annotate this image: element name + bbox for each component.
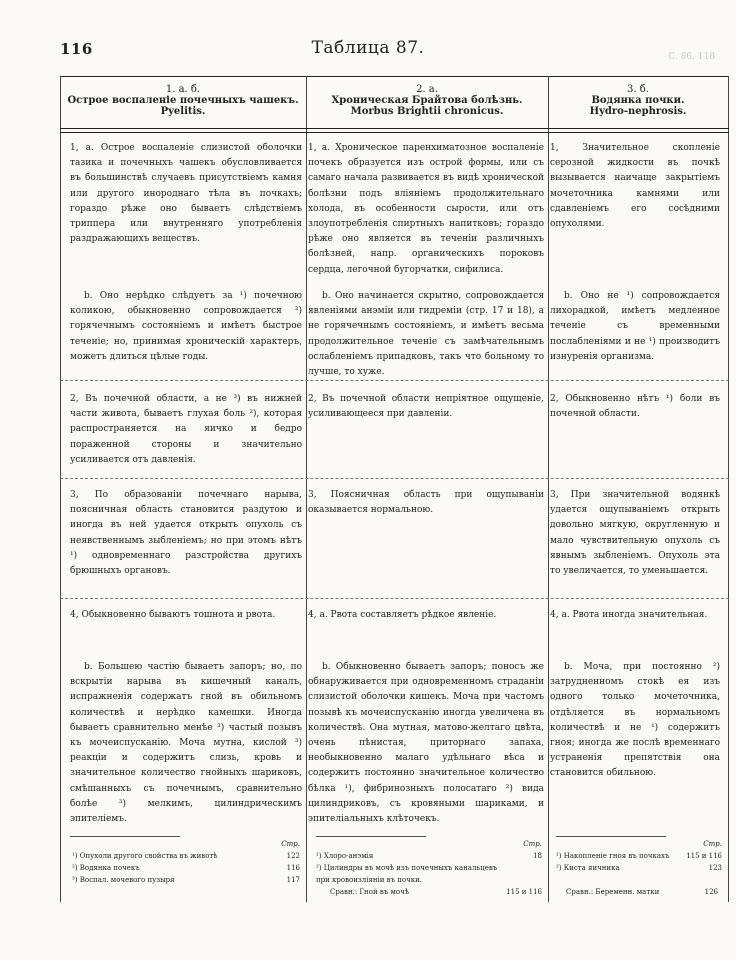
section-rule bbox=[60, 380, 729, 381]
footnote-text: ²) Киста яичника bbox=[556, 864, 620, 872]
column-latin: Morbus Brightii chronicus. bbox=[350, 106, 504, 117]
header-rule bbox=[60, 128, 729, 129]
cell-hydronephrosis: 3, При значительной водянкѣ удается ощупываніемъ открыть довольно мягкую, округленную и мало чувствительную опухоль съ явнымъ зыбленіемъ. Опухоль эта то увеличается, то уменьшается. bbox=[550, 490, 720, 577]
footnote-item bbox=[556, 862, 722, 874]
cell-pyelitis: 2, Въ почечной области, а не ³) въ нижней части живота, бываетъ глухая боль ²), которая распространяется на яичко и бедро пораженной стороны и значительно усиливается отъ давленія. bbox=[70, 394, 302, 465]
cell-pyelitis: 1, а. Острое воспаленіе слизистой оболочки тазика и почечныхъ чашекъ обусловливается въ большинствѣ случаевъ присутствіемъ камня или другого инороднаго тѣла въ почкахъ; гораздо рѣже оно бываетъ слѣдствіемъ триппера или внутренняго употребленія раздражающихъ веществъ. bbox=[70, 143, 302, 245]
footnote-item bbox=[316, 850, 542, 862]
column-divider bbox=[728, 76, 729, 902]
cell-pyelitis: b. Большею частію бываетъ запоръ; но, по вскрытіи нарыва въ кишечный каналъ, испражненія содержатъ гной въ обильномъ количествѣ и нерѣдко камешки. Иногда бываетъ сравнительно менѣе ³) частый позывъ къ мочеиспусканію. Моча мутна, кислой ³) реакціи и содержитъ слизь, кровь и значительное количество гнойныхъ шариковъ, смѣшанныхъ съ почечнымъ, сравнительно болѣе ³) мелкимъ, цилиндрическимъ эпителіемъ. bbox=[70, 662, 302, 825]
column-latin: Hydro-nephrosis. bbox=[589, 106, 687, 117]
footnotes-col2 bbox=[316, 838, 542, 886]
corner-mark: С. 86. 118 bbox=[668, 52, 715, 62]
footnotes-col1 bbox=[72, 838, 300, 886]
cell-bright: b. Обыкновенно бываетъ запоръ; поносъ же обнаруживается при одновременномъ страданіи слизистой оболочки кишекъ. Моча при частомъ позывѣ къ мочеиспусканію иногда увеличена въ количествѣ. Она мутная, матово-желтаго цвѣта, очень пѣнистая, приторнаго запаха, необыкновенно малаго удѣльнаго вѣса и содержитъ постоянно значительное количество бѣлка ¹), фибринозныхъ полосатаго ²) вида цилиндриковъ, съ кровяными шариками, и эпителіальныхъ клѣточекъ. bbox=[308, 662, 544, 825]
footnote-page: 116 bbox=[286, 864, 300, 872]
compare-page: 126 bbox=[704, 888, 718, 896]
cell-pyelitis: 3, По образованіи почечнаго нарыва, поясничная область становится раздутою и иногда въ ней удается открыть опухоль съ неявственнымъ зыбленіемъ; но при этомъ нѣтъ ¹) одновременнаго разстройства другихъ брюшныхъ органовъ. bbox=[70, 490, 302, 577]
footnote-text: ²) Цилиндры въ мочѣ изъ почечныхъ канальцевъ при кровоизліяніи въ почки. bbox=[316, 864, 498, 884]
footnote-page: 117 bbox=[286, 876, 300, 884]
footnote-item bbox=[72, 850, 300, 862]
footnote-text: ²) Водянка почекъ bbox=[72, 864, 140, 872]
footnote-page: 122 bbox=[286, 852, 300, 860]
cell-bright: 4, а. Рвота составляетъ рѣдкое явленіе. bbox=[308, 610, 497, 620]
footnote-page: 115 и 116 bbox=[686, 852, 722, 860]
column-title: Острое воспаленіе почечныхъ чашекъ. bbox=[67, 95, 299, 106]
footnote-item bbox=[72, 862, 300, 874]
column-title: Водянка почки. bbox=[591, 95, 685, 106]
column-number: 3. б. bbox=[627, 84, 649, 95]
column-header-1 bbox=[62, 84, 304, 117]
cell-hydronephrosis: b. Оно не ¹) сопровождается лихорадкой, имѣетъ медленное теченіе съ временными послабленіями и не ¹) производитъ изнуренія организма. bbox=[550, 291, 720, 362]
footnote-item bbox=[556, 850, 722, 862]
section-rule bbox=[60, 598, 729, 599]
footnote-rule bbox=[316, 836, 426, 837]
compare-text: Сравн.: Беременн. матки bbox=[566, 888, 660, 896]
section-rule bbox=[60, 478, 729, 479]
footnote-page-label: Стр. bbox=[281, 840, 300, 848]
column-divider bbox=[60, 76, 61, 902]
cell-hydronephrosis: 1, Значительное скопленіе серозной жидкости въ почкѣ вызывается наичаще закрытіемъ мочеточника камнями или сдавленіемъ его сосѣдними опухолями. bbox=[550, 143, 720, 230]
column-title: Хроническая Брайтова болѣзнь. bbox=[331, 95, 523, 106]
cell-hydronephrosis: b. Моча, при постоянно ²) затрудненномъ стокѣ ея изъ одного только мочеточника, отдѣляется въ нормальномъ количествѣ и не ¹) содержитъ гноя; иногда же послѣ временнаго устраненія препятствія она становится обильною. bbox=[550, 662, 720, 779]
footnote-text: ¹) Хлоро-анэмія bbox=[316, 852, 374, 860]
compare-page: 115 и 116 bbox=[506, 888, 542, 896]
column-number: 2. а. bbox=[416, 84, 438, 95]
column-latin: Pyelitis. bbox=[160, 106, 206, 117]
footnote-page: 123 bbox=[708, 864, 722, 872]
cell-hydronephrosis: 4, а. Рвота иногда значительная. bbox=[550, 610, 708, 620]
page-number: 116 bbox=[60, 40, 93, 58]
column-header-3 bbox=[550, 84, 726, 117]
footnote-text: ³) Воспал. мочевого пузыря bbox=[72, 876, 175, 884]
header-rule bbox=[60, 132, 729, 133]
cell-bright: 2, Въ почечной области непріятное ощущеніе, усиливающееся при давленіи. bbox=[308, 394, 544, 420]
column-number: 1. а. б. bbox=[165, 84, 201, 95]
footnote-page: 18 bbox=[533, 852, 542, 860]
footnote-text: ¹) Опухоли другого свойства въ животѣ bbox=[72, 852, 218, 860]
column-divider bbox=[548, 76, 549, 902]
footnote-text: ¹) Накопленіе гноя въ почкахъ bbox=[556, 852, 670, 860]
footnote-page-label: Стр. bbox=[523, 840, 542, 848]
page-title: Таблица 87. bbox=[311, 38, 425, 58]
footnotes-col3 bbox=[556, 838, 722, 874]
footnote-item bbox=[316, 862, 542, 886]
footnote-rule bbox=[70, 836, 180, 837]
cell-hydronephrosis: 2, Обыкновенно нѣтъ ¹) боли въ почечной области. bbox=[550, 394, 720, 420]
cell-bright: b. Оно начинается скрытно, сопровождается явленіями анэміи или гидреміи (стр. 17 и 18), а не горячечнымъ состояніемъ, и имѣетъ весьма продолжительное теченіе съ замѣчательнымъ ослабленіемъ припадковъ, такъ что больному то лучше, то хуже. bbox=[308, 291, 544, 378]
column-divider bbox=[306, 76, 307, 902]
column-header-2 bbox=[308, 84, 546, 117]
cell-bright: 1, а. Хроническое паренхиматозное воспаленіе почекъ образуется изъ острой формы, или съ самаго начала развивается въ видѣ хронической болѣзни подъ вліяніемъ продолжительнаго холода, въ особенности сырости, или отъ злоупотребленія спиртныхъ напитковъ; гораздо рѣже оно является въ теченіи различныхъ болѣзней, напр. органическихъ пороковъ сердца, легочной бугорчатки, сифилиса. bbox=[308, 143, 544, 275]
compare-ref bbox=[566, 888, 718, 896]
compare-text: Сравн.: Гной въ мочѣ bbox=[330, 888, 409, 896]
footnote-rule bbox=[556, 836, 666, 837]
footnote-page bbox=[508, 862, 542, 886]
footnote-item bbox=[72, 874, 300, 886]
compare-ref bbox=[330, 888, 542, 896]
cell-pyelitis: 4, Обыкновенно бываютъ тошнота и рвота. bbox=[70, 610, 276, 620]
footnote-page-label: Стр. bbox=[703, 840, 722, 848]
cell-bright: 3, Поясничная область при ощупываніи оказывается нормальною. bbox=[308, 490, 544, 516]
cell-pyelitis: b. Оно нерѣдко слѣдуетъ за ¹) почечною коликою, обыкновенно сопровождается ²) горячечнымъ состояніемъ и имѣетъ быстрое теченіе; но, принимая хроническій характеръ, можетъ длиться цѣлые годы. bbox=[70, 291, 302, 362]
